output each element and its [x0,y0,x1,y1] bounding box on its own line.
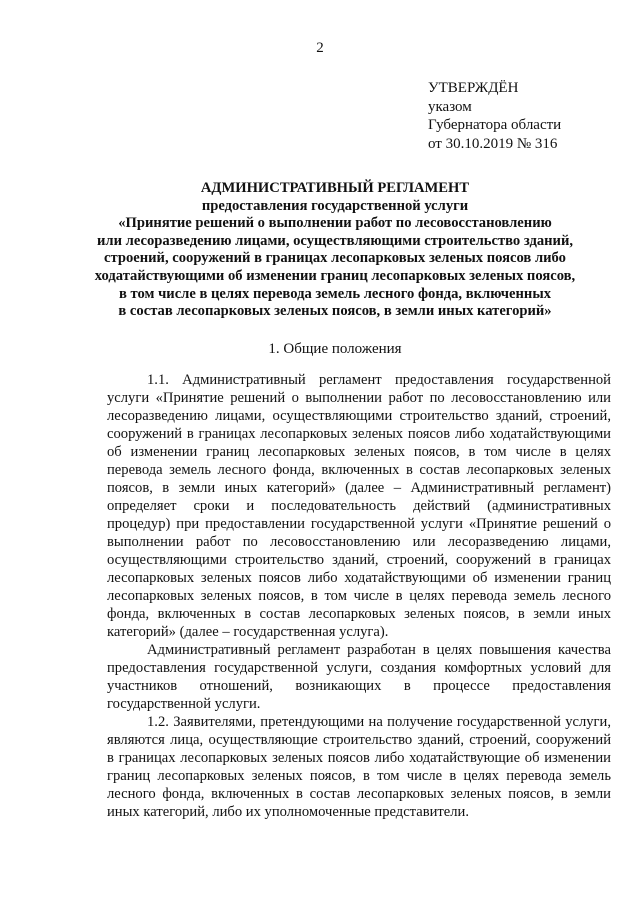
title-line: в состав лесопарковых зеленых поясов, в земли иных категорий» [118,303,552,320]
approval-by: указом [428,98,472,115]
title-line: в том числе в целях перевода земель лесного фонда, включенных [118,285,552,302]
paragraph-1-2: 1.2. Заявителями, претендующими на получение государственной услуги, являются лица, осуществляющие строительство зданий, строений, сооружений в границах лесопарковых зеленых поясов либо ходатайствующие об изменении границ лесопарковых зеленых поясов, в том числе в целях перевода земель лесного фонда, включенных в состав лесопарковых зеленых поясов, в земли иных категорий, либо их уполномоченные представители. [107,714,611,820]
title-line: ходатайствующими об изменении границ лесопарковых зеленых поясов, [94,267,576,284]
title-line: АДМИНИСТРАТИВНЫЙ РЕГЛАМЕНТ [200,180,470,196]
title-line: или лесоразведению лицами, осуществляющими строительство зданий, [96,232,573,249]
approval-authority: Губернатора области [428,117,562,133]
document-body [107,371,611,821]
approval-status: УТВЕРЖДЁН [428,80,519,96]
page-number: 2 [316,40,324,56]
title-line: строений, сооружений в границах лесопарковых зеленых поясов либо [104,250,566,267]
section-heading: 1. Общие положения [268,341,402,357]
approval-date-number: от 30.10.2019 № 316 [428,135,558,152]
document-title [60,180,610,321]
paragraph-1-1: 1.1. Административный регламент предоставления государственной услуги «Принятие решений о выполнении работ по лесовосстановлению или лесоразведению лицами, осуществляющими строительство зданий, строений, сооружений в границах лесопарковых зеленых поясов либо ходатайствующими об изменении границ лесопарковых зеленых поясов, в том числе в целях перевода земель лесного фонда, включенных в состав лесопарковых зеленых поясов, в земли иных категорий» (далее – Административный регламент) определяет сроки и последовательность действий (административных процедур) при предоставлении государственной услуги «Принятие решений о выполнении работ по лесовосстановлению или лесоразведению лицами, осуществляющими строительство зданий, строений, сооружений в границах лесопарковых зеленых поясов либо ходатайствующими об изменении границ лесопарковых зеленых поясов, в том числе в целях перевода земель лесного фонда, включенных в состав лесопарковых зеленых поясов, в земли иных категорий» (далее – государственная услуга). [107,372,611,640]
approval-stamp [428,79,561,153]
title-line: «Принятие решений о выполнении работ по лесовосстановлению [118,215,552,232]
paragraph-purpose: Административный регламент разработан в целях повышения качества предоставления государственной услуги, создания комфортных условий для участников отношений, возникающих в процессе предоставления государственной услуги. [107,642,611,712]
title-line: предоставления государственной услуги [201,197,469,214]
